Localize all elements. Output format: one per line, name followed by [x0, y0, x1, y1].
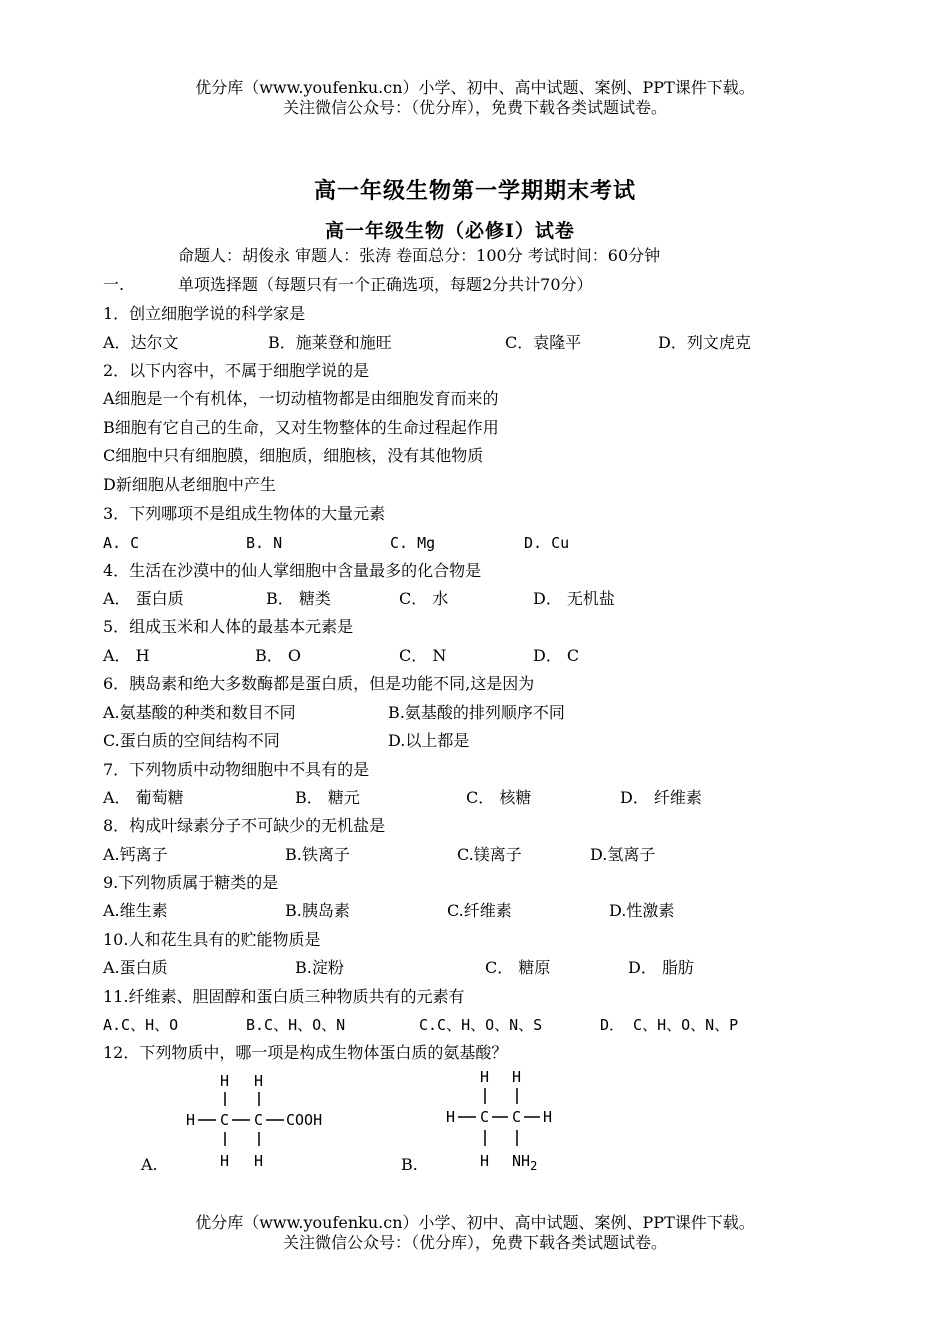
option: C细胞中只有细胞膜，细胞质，细胞核，没有其他物质	[103, 446, 484, 465]
question-stem: 9.下列物质属于糖类的是	[103, 873, 279, 892]
option: D． 无机盐	[533, 589, 615, 608]
option: A. C	[103, 534, 140, 552]
exam-subtitle: 高一年级生物（必修Ⅰ）试卷	[325, 220, 575, 242]
option: A.钙离子	[103, 845, 168, 864]
option: C.镁离子	[457, 845, 522, 864]
option: D． C	[533, 646, 580, 665]
option: B.氨基酸的排列顺序不同	[388, 703, 565, 722]
question-stem: 6．胰岛素和绝大多数酶都是蛋白质，但是功能不同,这是因为	[103, 674, 535, 693]
option: D新细胞从老细胞中产生	[103, 475, 276, 494]
footer-line-2: 关注微信公众号：（优分库），免费下载各类试题试卷。	[282, 1233, 667, 1252]
nh2-subscript: 2	[530, 1159, 538, 1173]
option: C.C、H、O、N、S	[419, 1016, 543, 1034]
option: B.铁离子	[285, 845, 350, 864]
footer-line-1: 优分库（www.youfenku.cn）小学、初中、高中试题、案例、PPT课件下载。	[195, 1213, 755, 1232]
question-stem: 11.纤维素、胆固醇和蛋白质三种物质共有的元素有	[103, 987, 465, 1006]
option: C． N	[399, 646, 447, 665]
atom-h: H	[254, 1072, 264, 1090]
option: D． 脂肪	[628, 958, 694, 977]
question-stem: 10.人和花生具有的贮能物质是	[103, 930, 321, 949]
option: B细胞有它自己的生命，又对生物整体的生命过程起作用	[103, 418, 499, 437]
atom-c: C	[512, 1108, 522, 1126]
atom-h: H	[512, 1068, 522, 1086]
atom-h: H	[220, 1072, 230, 1090]
option: C. Mg	[390, 534, 436, 552]
option: B．施莱登和施旺	[268, 333, 392, 352]
option: B. N	[246, 534, 283, 552]
exam-info: 命题人：胡俊永 审题人：张涛 卷面总分：100分 考试时间：60分钟	[178, 246, 661, 265]
atom-c: C	[220, 1111, 230, 1129]
question-stem: 5．组成玉米和人体的最基本元素是	[103, 617, 354, 636]
question-stem: 1．创立细胞学说的科学家是	[103, 304, 306, 323]
question-stem: 4．生活在沙漠中的仙人掌细胞中含量最多的化合物是	[103, 561, 482, 580]
option: C．袁隆平	[505, 333, 582, 352]
option: A.维生素	[103, 901, 168, 920]
option: B.	[401, 1155, 418, 1174]
option: D． 纤维素	[620, 788, 702, 807]
option: D.以上都是	[388, 731, 470, 750]
option: B． O	[255, 646, 301, 665]
option: A． 葡萄糖	[103, 788, 184, 807]
atom-h: H	[480, 1152, 490, 1170]
atom-h: H	[186, 1111, 196, 1129]
option: A.蛋白质	[103, 958, 168, 977]
atom-h: H	[480, 1068, 490, 1086]
option: D． C、H、O、N、P	[600, 1016, 739, 1034]
question-stem: 12．下列物质中，哪一项是构成生物体蛋白质的氨基酸？	[103, 1043, 508, 1062]
option: B． 糖元	[295, 788, 360, 807]
option: A．达尔文	[103, 333, 179, 352]
option: B.C、H、O、N	[246, 1016, 346, 1034]
option: A． H	[103, 646, 150, 665]
exam-title: 高一年级生物第一学期期末考试	[313, 178, 636, 204]
option: D.氢离子	[590, 845, 656, 864]
option: D．列文虎克	[658, 333, 751, 352]
option: C． 糖原	[485, 958, 551, 977]
question-stem: 7．下列物质中动物细胞中不具有的是	[103, 760, 370, 779]
atom-h: H	[543, 1108, 553, 1126]
option: C.纤维素	[447, 901, 512, 920]
header-line-1: 优分库（www.youfenku.cn）小学、初中、高中试题、案例、PPT课件下载。	[195, 78, 755, 97]
question-stem: 2．以下内容中，不属于细胞学说的是	[103, 361, 370, 380]
option: B.胰岛素	[285, 901, 350, 920]
option: D. Cu	[524, 534, 570, 552]
option: A． 蛋白质	[103, 589, 184, 608]
nh2-main: NH	[512, 1152, 531, 1170]
group-cooh: COOH	[286, 1111, 323, 1129]
option: C． 核糖	[466, 788, 532, 807]
question-stem: 8．构成叶绿素分子不可缺少的无机盐是	[103, 816, 386, 835]
option: A细胞是一个有机体，一切动植物都是由细胞发育而来的	[103, 389, 499, 408]
option: A.C、H、O	[103, 1016, 179, 1034]
atom-h: H	[446, 1108, 456, 1126]
structure-b-diagram	[440, 1062, 580, 1174]
atom-c: C	[480, 1108, 490, 1126]
option: B． 糖类	[266, 589, 331, 608]
header-line-2: 关注微信公众号：（优分库），免费下载各类试题试卷。	[282, 98, 667, 117]
option: B.淀粉	[295, 958, 344, 977]
option: D.性激素	[609, 901, 675, 920]
group-nh2	[512, 1152, 537, 1173]
atom-h: H	[220, 1152, 230, 1170]
question-stem: 3．下列哪项不是组成生物体的大量元素	[103, 504, 386, 523]
structure-a-diagram	[180, 1068, 350, 1173]
atom-h: H	[254, 1152, 264, 1170]
option: C． 水	[399, 589, 449, 608]
option: A.氨基酸的种类和数目不同	[103, 703, 296, 722]
atom-c: C	[254, 1111, 264, 1129]
option: A.	[141, 1155, 158, 1174]
section-heading: 单项选择题（每题只有一个正确选项，每题2分共计70分）	[178, 275, 593, 294]
option: C.蛋白质的空间结构不同	[103, 731, 280, 750]
section-number: 一.	[103, 275, 125, 294]
